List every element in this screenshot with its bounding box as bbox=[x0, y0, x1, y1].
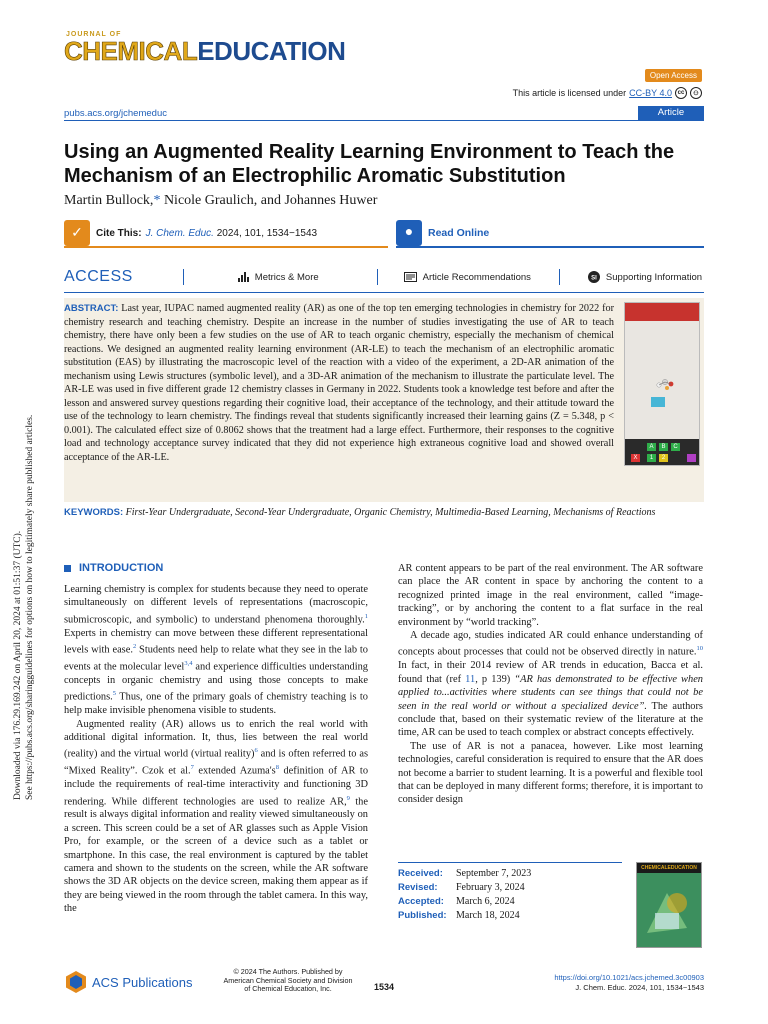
ref-link[interactable]: 2 bbox=[132, 643, 137, 651]
supporting-info-label: Supporting Information bbox=[605, 271, 703, 283]
doi-link[interactable]: https://doi.org/10.1021/acs.jchemed.3c00903 bbox=[554, 973, 704, 982]
quotation: “AR has demonstrated to be effective when applied to...activities where students can see things that could not be seen in the real world or without a specialized device”. bbox=[398, 673, 703, 712]
journal-logo-edu: EDUCATION bbox=[197, 36, 346, 66]
paragraph: The use of AR is not a panacea, however. Like most learning technologies, careful consideration is required to ensure that the AR does not become a barrier to student learning. It is a powerful and flexible tool that can be deployed in many different forms; therefore, it is important to consider design bbox=[398, 740, 703, 806]
paragraph: Augmented reality (AR) allows us to enrich the real world with additional digital information. It, thus, lies between the real world (reality) and the virtual world (virtual reality)$^6$ and is often referred to as “Mixed Reality”. Czok et al.$^7$ extended $Azuma's^8$ definition of AR to include the requirements of real-time interactivity and functioning 3D rendering. While different technologies are used to realize AR,$^9$ the result is always digital information and reality viewed simultaneously on a screen. This screen could be a set of AR glasses such as Apple Vision Pro, for example, or the screen of a device such as a tablet or smartphone. In this case, the real environment is captured by the tablet camera and shown to the students on the screen, while the AR software shows the 3D AR objects on the device screen, making them appear as if they are being viewed in the room through the tablet camera. In this way, the bbox=[64, 718, 369, 915]
author-list bbox=[64, 193, 377, 209]
page-number: 1534 bbox=[374, 982, 395, 992]
toc-button-extra[interactable] bbox=[687, 454, 696, 462]
ref-link[interactable]: 6 bbox=[254, 747, 258, 755]
supporting-info-link[interactable] bbox=[588, 271, 702, 283]
ref-link[interactable]: 8 bbox=[275, 764, 279, 772]
section-heading bbox=[64, 562, 163, 574]
journal-url[interactable]: pubs.acs.org/jchemeduc bbox=[64, 108, 167, 119]
right-column bbox=[398, 562, 703, 807]
footer-citation: J. Chem. Educ. 2024, 101, 1534−1543 bbox=[575, 982, 704, 992]
download-watermark bbox=[12, 280, 36, 800]
author-first[interactable]: Martin Bullock, bbox=[64, 193, 154, 208]
ref-link[interactable]: 10 bbox=[696, 645, 703, 653]
svg-text:SI: SI bbox=[591, 275, 597, 282]
header-rule bbox=[64, 120, 704, 121]
open-access-badge: Open Access bbox=[645, 69, 702, 82]
keywords-label: KEYWORDS: bbox=[64, 507, 124, 518]
date-row: Received: September 7, 2023 bbox=[398, 868, 532, 879]
cite-label: Cite This: bbox=[96, 227, 142, 239]
cover-art-icon bbox=[637, 873, 702, 948]
toc-app-bar bbox=[625, 303, 699, 321]
article-title: Using an Augmented Reality Learning Environment to Teach the Mechanism of an Electrophilic Aromatic Substitution bbox=[64, 141, 675, 187]
access-label: ACCESS bbox=[64, 268, 133, 285]
cite-check-icon: ✓ bbox=[64, 220, 90, 246]
keywords-list: First-Year Undergraduate, Second-Year Undergraduate, Organic Chemistry, Multimedia-Based Learning, Mechanisms of Reactions bbox=[125, 507, 656, 518]
cite-journal: J. Chem. Educ. bbox=[145, 227, 214, 239]
cite-this-bar[interactable] bbox=[64, 220, 388, 248]
copyright: © 2024 The Authors. Published by American Chemical Society and Division of Chemical Education, Inc. bbox=[223, 967, 353, 993]
publisher-name: ACS Publications bbox=[92, 974, 193, 990]
toc-button-1[interactable]: 1 bbox=[647, 454, 656, 462]
toc-button-2[interactable]: 2 bbox=[659, 454, 668, 462]
supporting-info-icon bbox=[588, 271, 600, 283]
access-rule bbox=[64, 292, 704, 293]
journal-logo-chem: CHEMICAL bbox=[64, 36, 198, 66]
acs-hexagon-icon bbox=[64, 970, 88, 994]
journal-logo-top: JOURNAL OF bbox=[66, 31, 122, 38]
access-separator bbox=[183, 269, 184, 285]
recommendations-link[interactable] bbox=[404, 272, 531, 283]
cc-icon: cc bbox=[675, 87, 687, 99]
metrics-link[interactable] bbox=[238, 272, 319, 283]
acs-publications-logo[interactable] bbox=[64, 970, 192, 994]
download-line: Downloaded via 176.29.169.242 on April 20, 2024 at 01:51:37 (UTC). bbox=[13, 530, 23, 800]
license-prefix: This article is licensed under bbox=[512, 88, 627, 98]
bar-chart-icon bbox=[238, 272, 249, 282]
cover-masthead: CHEMICALEDUCATION bbox=[637, 863, 701, 873]
paragraph: AR content appears to be part of the real environment. The AR software can place the AR content in space by anchoring the content to a recognized printed image in the real environment, called “image-tracking”, or by anchoring the content to a flat surface in the real environment by “world tracking”. bbox=[398, 563, 703, 628]
dates-rule bbox=[398, 862, 622, 863]
ref-link[interactable]: 7 bbox=[190, 764, 194, 772]
ref-link[interactable]: 9 bbox=[346, 794, 350, 802]
license-notice bbox=[513, 87, 702, 99]
toc-button-a[interactable]: A bbox=[647, 443, 656, 451]
cite-text bbox=[96, 228, 317, 239]
sharing-line: See https://pubs.acs.org/sharingguidelines for options on how to legitimately share published articles. bbox=[25, 414, 35, 800]
access-bar bbox=[64, 264, 704, 290]
abstract-label: ABSTRACT: bbox=[64, 303, 119, 314]
ref-link[interactable]: 11 bbox=[465, 673, 476, 685]
article-type-tab: Article bbox=[638, 106, 704, 120]
abstract-body: Last year, IUPAC named augmented reality (AR) as one of the top ten emerging technologies in chemistry for 2022 for chemistry research and teaching chemistry. Despite an increase in the number of studies investigating the use of AR to teach chemistry, there have only been a few studies on the use of AR to teach organic chemistry, especially the mechanism of chemical reactions. We designed an augmented reality learning environment (AR-LE) to teach the mechanism of an electrophilic aromatic substitution (EAS) by illustrating the macroscopic level of the reaction with a video of the experiment, a 2D-AR animation of the mechanism using Lewis structures (symbolic level), and a 3D-AR animation of the mechanism to illustrate the particulate level. The AR-LE was used in five different grade 12 chemistry classes in Germany in 2022. Students took a knowledge test before and after the lesson and answered survey questions regarding their cognitive load, their acceptance of the technology, and their attitude toward the use of the technology to learn chemistry. The findings reveal that students significantly increased their learning gains (Z = 5.348, p < 0.001). The calculated effect size of 0.8062 shows that the treatment had a large effect. Furthermore, their responses to the cognitive load and technology acceptance survey indicated that they did not experience high extraneous cognitive load and showed overall acceptance of the AR-LE. bbox=[64, 303, 614, 463]
license-link[interactable]: CC-BY 4.0 bbox=[629, 88, 672, 98]
by-icon: ⚇ bbox=[690, 87, 702, 99]
toc-button-c[interactable]: C bbox=[671, 443, 680, 451]
date-row: Accepted: March 6, 2024 bbox=[398, 896, 515, 907]
date-row: Revised: February 3, 2024 bbox=[398, 882, 525, 893]
toc-button-x[interactable]: X bbox=[631, 454, 640, 462]
read-online-label: Read Online bbox=[428, 227, 490, 239]
molecule-model-icon bbox=[655, 377, 677, 391]
recommendations-label: Article Recommendations bbox=[422, 271, 531, 283]
left-column bbox=[64, 583, 368, 916]
history-dates bbox=[398, 867, 531, 923]
cite-detail: 2024, 101, 1534−1543 bbox=[216, 227, 318, 239]
section-bullet-icon bbox=[64, 565, 71, 572]
paragraph: Learning chemistry is complex for students because they need to operate simultaneously on different levels of representations (macroscopic, submicroscopic, and symbolic) to understand phenomena thoroughly.$^1$ Experts in chemistry can move between these different representational levels with ease.$^2$ Students need help to relate what they see in the lab to events at the molecular level$^{3,4}$ and experience difficulties understanding concepts in organic chemistry and using those concepts to make predictions.$^5$ Thus, one of the primary goals of chemistry teaching is to help make invisible phenomena visible to students. bbox=[64, 584, 368, 717]
globe-icon: ● bbox=[396, 220, 422, 246]
ref-link[interactable]: 3,4 bbox=[184, 659, 193, 667]
article-list-icon bbox=[404, 272, 417, 282]
read-online-bar[interactable] bbox=[396, 220, 704, 248]
access-separator bbox=[377, 269, 378, 285]
ref-link[interactable]: 1 bbox=[364, 612, 368, 620]
abstract bbox=[64, 302, 614, 464]
journal-cover-thumbnail[interactable] bbox=[636, 862, 702, 948]
ref-link[interactable]: 5 bbox=[112, 690, 117, 698]
doi-block bbox=[554, 973, 704, 992]
access-separator bbox=[559, 269, 560, 285]
ar-marker-card bbox=[651, 397, 665, 407]
keywords bbox=[64, 506, 704, 519]
paragraph: A decade ago, studies indicated AR could enhance understanding of concepts about processes that could not be observed directly in nature.$^{10}$ In fact, in their 2014 review of AR trends in education, Bacca et al. found that (ref 11, p 139) “AR has demonstrated to be effective when applied to...activities where students can see things that could not be seen in the real world or without a specialized device”. The authors conclude that, based on their systematic review of the literature at the time, AR can be used to teach complex or abstract concepts effectively. bbox=[398, 630, 703, 739]
metrics-label: Metrics & More bbox=[254, 271, 319, 283]
toc-button-b[interactable]: B bbox=[659, 443, 668, 451]
journal-logo[interactable] bbox=[64, 38, 345, 64]
section-title: INTRODUCTION bbox=[79, 562, 164, 574]
author-rest[interactable]: Nicole Graulich, and Johannes Huwer bbox=[160, 193, 378, 208]
toc-graphic[interactable] bbox=[624, 302, 700, 466]
corresponding-author-star[interactable]: * bbox=[153, 193, 161, 208]
date-row: Published: March 18, 2024 bbox=[398, 910, 520, 921]
